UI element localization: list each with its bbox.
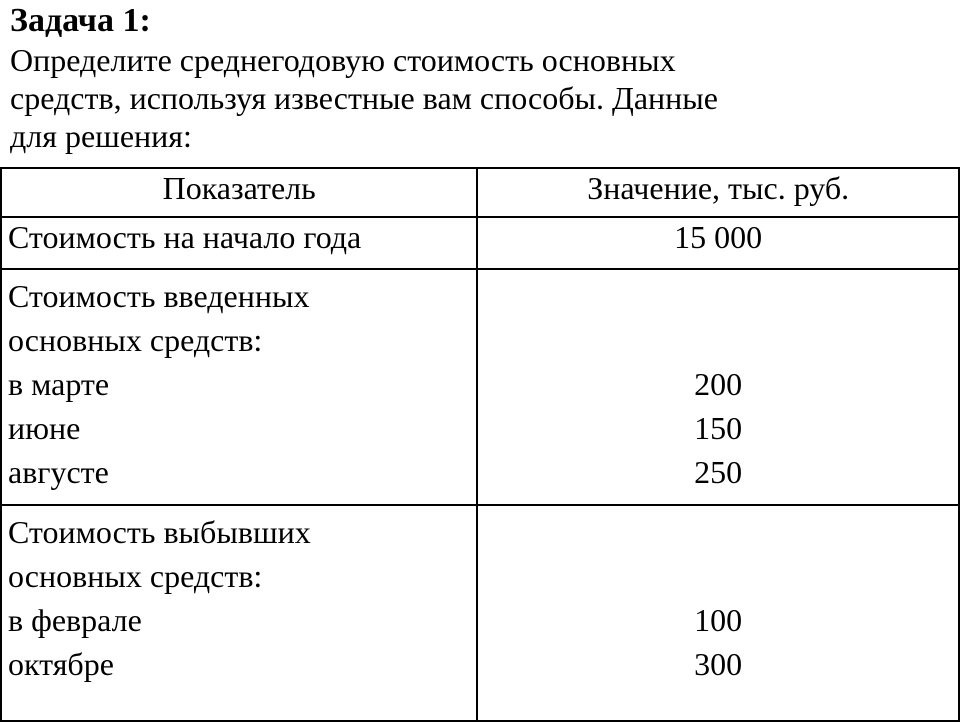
month-value: 200 xyxy=(694,366,743,402)
row-label-start-cost: Стоимость на начало года xyxy=(1,217,477,269)
label-line: основных средств: xyxy=(8,558,263,594)
month-label: в марте xyxy=(8,366,110,402)
month-label: августе xyxy=(8,454,109,490)
label-line: основных средств: xyxy=(8,322,263,358)
table-row xyxy=(1,217,959,269)
month-label: июне xyxy=(8,410,81,446)
table-header-row xyxy=(1,168,959,217)
row-label-retired-assets xyxy=(1,505,477,721)
data-table xyxy=(0,167,960,722)
table-row xyxy=(1,505,959,721)
row-values-retired-assets xyxy=(477,505,959,721)
task-description-line: средств, используя известные вам способы. Данные xyxy=(10,80,718,116)
month-label: в феврале xyxy=(8,602,142,638)
header-indicator: Показатель xyxy=(1,168,477,217)
month-value: 250 xyxy=(694,454,743,490)
month-value: 300 xyxy=(694,646,743,682)
table-row xyxy=(1,269,959,505)
label-line: Стоимость выбывших xyxy=(8,514,311,550)
month-value: 150 xyxy=(694,410,743,446)
row-label-added-assets xyxy=(1,269,477,505)
month-value: 100 xyxy=(694,602,743,638)
task-description-line: Определите среднегодовую стоимость основных xyxy=(10,42,676,78)
task-title: Задача 1: xyxy=(10,2,151,39)
task-description-line: для решения: xyxy=(10,118,192,154)
header-value: Значение, тыс. руб. xyxy=(477,168,959,217)
row-values-added-assets xyxy=(477,269,959,505)
row-value-start-cost: 15 000 xyxy=(477,217,959,269)
month-label: октябре xyxy=(8,646,114,682)
task-description xyxy=(10,41,945,155)
label-line: Стоимость введенных xyxy=(8,278,310,314)
